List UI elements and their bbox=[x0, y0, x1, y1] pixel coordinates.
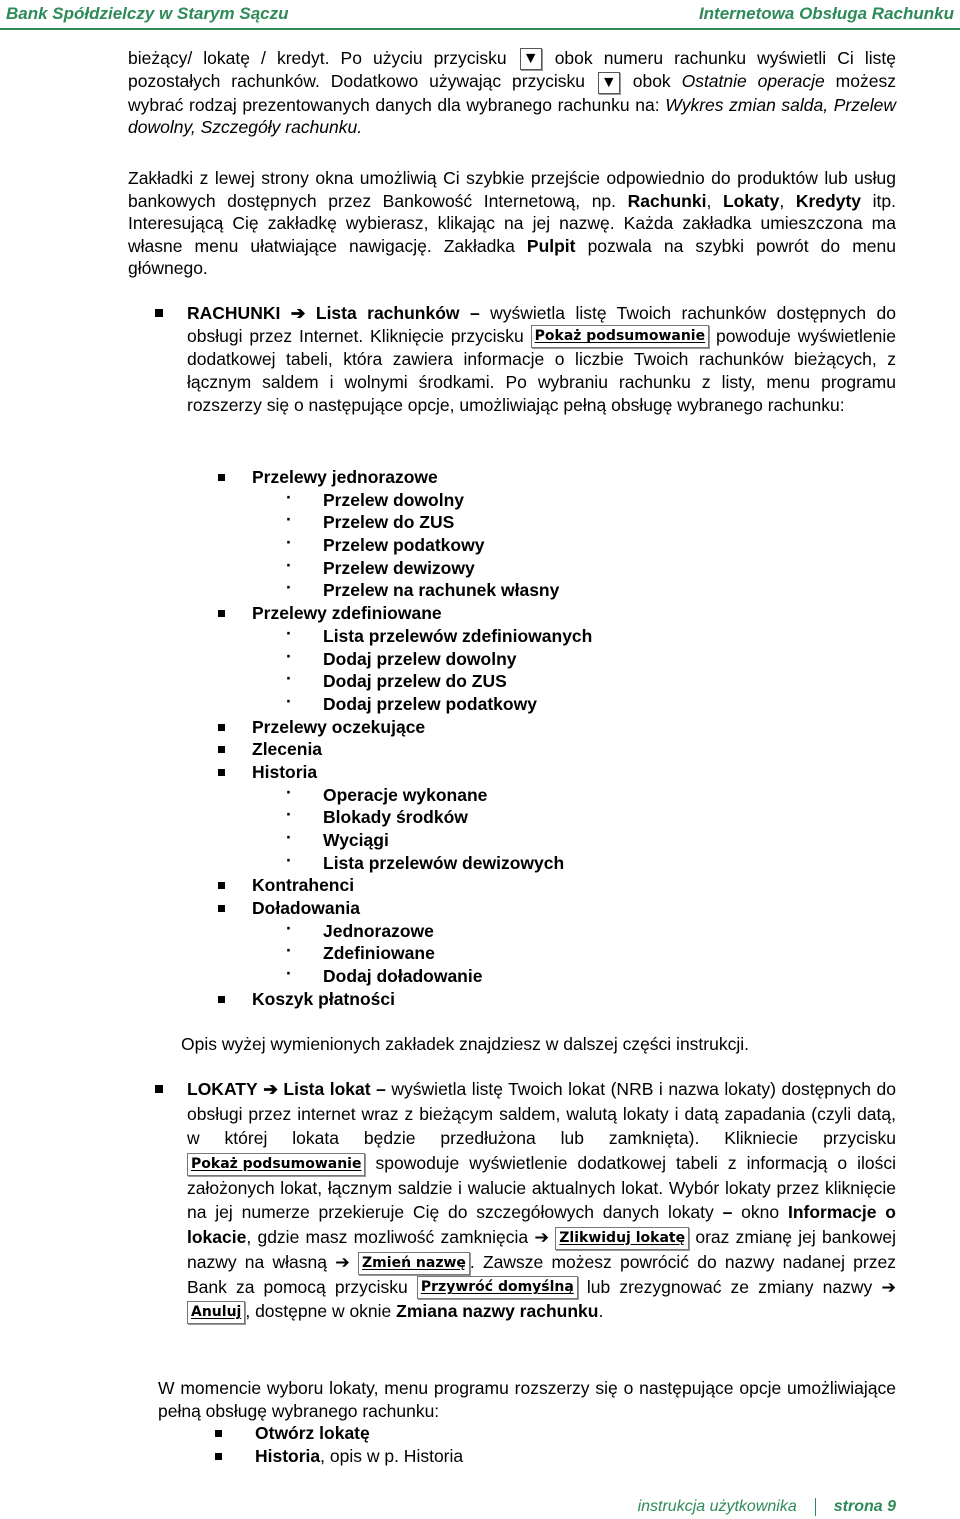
arrow-right-icon: ➔ bbox=[335, 1251, 350, 1272]
list-item: · Dodaj przelew podatkowy bbox=[212, 693, 592, 716]
paragraph-moment: W momencie wyboru lokaty, menu programu rozszerzy się o następujące opcje umożliwiające pełną obsługę wybranego rachunku: bbox=[158, 1378, 896, 1421]
list-item: Koszyk płatności bbox=[212, 988, 592, 1011]
list-item: · Jednorazowe bbox=[212, 920, 592, 943]
lokaty-text-f: . Zawsze możesz powrócić do nazwy nadanej przez Bank za pomocą przycisku bbox=[187, 1251, 896, 1297]
list-item: Przelewy zdefiniowane bbox=[212, 602, 592, 625]
p2-bold-kredyty: Kredyty bbox=[795, 190, 862, 211]
lokaty-subtitle: Lista lokat bbox=[283, 1079, 371, 1099]
p2-sep: , bbox=[706, 190, 712, 211]
cancel-button: Anuluj bbox=[187, 1301, 245, 1324]
rachunki-dash: – bbox=[469, 303, 480, 323]
arrow-right-icon: ➔ bbox=[263, 1079, 278, 1099]
arrow-right-icon: ➔ bbox=[881, 1276, 896, 1297]
show-summary-button: Pokaż podsumowanie bbox=[531, 325, 709, 348]
p1-text-c: obok bbox=[632, 71, 671, 92]
lokaty-text-end: . bbox=[598, 1301, 604, 1322]
lokaty-dash2: – bbox=[722, 1202, 733, 1223]
arrow-right-icon: ➔ bbox=[534, 1226, 550, 1247]
show-summary-button: Pokaż podsumowanie bbox=[187, 1153, 365, 1176]
list-item: · Przelew podatkowy bbox=[212, 534, 592, 557]
list-item: Historia bbox=[212, 761, 592, 784]
section-lokaty bbox=[187, 1077, 896, 1324]
bullet-square-icon bbox=[155, 1085, 163, 1093]
list-item: · Wyciągi bbox=[212, 829, 592, 852]
page-header bbox=[0, 4, 960, 26]
lokaty-text-a: wyświetla listę Twoich lokat (NRB i nazwa lokaty) dostępnych do obsługi przez internet wraz z bieżącym saldem, walutą lokaty i datą zapadania (czyli datą, w której lokata będzie przedłużona lub zamknięta). Klikniecie przycisku bbox=[187, 1079, 896, 1149]
p1-em-options: Wykres zmian salda, Przelew dowolny, Szczegóły rachunku. bbox=[128, 94, 896, 138]
dropdown-arrow-icon: ▼ bbox=[598, 72, 620, 94]
list-item: Kontrahenci bbox=[212, 874, 592, 897]
arrow-right-icon: ➔ bbox=[290, 303, 306, 323]
rachunki-subtitle: Lista rachunków bbox=[315, 303, 460, 323]
paragraph-opis: Opis wyżej wymienionych zakładek znajdziesz w dalszej części instrukcji. bbox=[181, 1034, 749, 1054]
list-item: · Dodaj przelew do ZUS bbox=[212, 670, 592, 693]
section-rachunki bbox=[187, 302, 896, 416]
sub-item-rest: , opis w p. Historia bbox=[320, 1445, 464, 1466]
lokaty-text-g: lub zrezygnować ze zmiany nazwy bbox=[586, 1276, 873, 1297]
list-item bbox=[212, 1445, 463, 1468]
p2-text-a: Zakładki z lewej strony okna umożliwią Ci szybkie przejście odpowiednio do produktów lub usług bankowych dostępnych przez Bankowość Internetową, np. bbox=[128, 168, 896, 211]
p1-em-ostatnie: Ostatnie operacje bbox=[681, 71, 825, 92]
sub-item-label: Historia bbox=[255, 1445, 321, 1466]
rename-button: Zmień nazwę bbox=[358, 1252, 470, 1275]
list-item: Doładowania bbox=[212, 897, 592, 920]
lokaty-dash: – bbox=[376, 1079, 386, 1099]
list-item: · Blokady środków bbox=[212, 806, 592, 829]
list-item: · Lista przelewów dewizowych bbox=[212, 852, 592, 875]
list-item: Zlecenia bbox=[212, 738, 592, 761]
p2-bold-rachunki: Rachunki bbox=[627, 190, 707, 211]
lokaty-text-d: , gdzie masz mozliwość zamknięcia bbox=[246, 1226, 529, 1247]
list-item: · Dodaj doładowanie bbox=[212, 965, 592, 988]
rachunki-title: RACHUNKI bbox=[187, 303, 281, 323]
lokaty-text-c: okno bbox=[741, 1202, 780, 1223]
p1-text-b: obok numeru rachunku wyświetli Ci listę pozostałych rachunków. Dodatkowo używając przycisku bbox=[128, 48, 896, 92]
header-bank-name: Bank Spółdzielczy w Starym Sączu bbox=[6, 4, 289, 23]
p2-text-d: pozwala na szybki powrót do menu głównego. bbox=[128, 235, 896, 279]
paragraph-tabs bbox=[128, 167, 896, 280]
list-item: · Zdefiniowane bbox=[212, 942, 592, 965]
p1-text-d: możesz wybrać rodzaj prezentowanych danych dla wybranego rachunku na: bbox=[128, 71, 896, 115]
list-item: · Przelew do ZUS bbox=[212, 511, 592, 534]
list-item: · Przelew na rachunek własny bbox=[212, 579, 592, 602]
p2-bold-pulpit: Pulpit bbox=[526, 235, 576, 256]
list-item: · Lista przelewów zdefiniowanych bbox=[212, 625, 592, 648]
header-rule bbox=[0, 28, 960, 30]
p1-text-a: bieżący/ lokatę / kredyt. Po użyciu przycisku bbox=[128, 48, 507, 68]
list-item bbox=[212, 1422, 463, 1445]
list-item: · Dodaj przelew dowolny bbox=[212, 648, 592, 671]
p2-bold-lokaty: Lokaty bbox=[722, 190, 780, 211]
paragraph-intro bbox=[128, 47, 896, 139]
sub-item-label: Otwórz lokatę bbox=[255, 1423, 370, 1443]
p2-text-c: itp. Interesującą Cię zakładkę wybierasz, klikając na jej nazwę. Każda zakładka umieszczona ma własne menu ułatwiające nawigację. Zakładka bbox=[128, 190, 897, 256]
lokaty-text-b: spowoduje wyświetlenie dodatkowej tabeli z informacją o ilości założonych lokat, łącznym saldzie i walucie aktualnych lokat. Wybór lokaty przez kliknięcie na jej numerze przekieruje Cię do szczegółowych danych lokaty bbox=[187, 1152, 896, 1223]
restore-default-button: Przywróć domyślną bbox=[417, 1276, 578, 1299]
lokaty-title: LOKATY bbox=[187, 1079, 258, 1099]
footer-doc-title: instrukcja użytkownika bbox=[637, 1498, 797, 1516]
footer-separator bbox=[815, 1498, 816, 1516]
header-app-name: Internetowa Obsługa Rachunku bbox=[698, 4, 954, 23]
p2-sep2: , bbox=[779, 190, 785, 211]
bullet-square-icon bbox=[155, 309, 163, 317]
list-item: · Przelew dewizowy bbox=[212, 557, 592, 580]
list-item: · Przelew dowolny bbox=[212, 489, 592, 512]
lokaty-bold-info: Informacje o lokacie bbox=[187, 1202, 896, 1247]
dropdown-arrow-icon: ▼ bbox=[520, 48, 542, 70]
page-footer bbox=[638, 1498, 896, 1516]
lokaty-bold-rename-window: Zmiana nazwy rachunku bbox=[396, 1301, 599, 1322]
close-deposit-button: Zlikwiduj lokatę bbox=[555, 1227, 689, 1250]
lokaty-text-e: oraz zmianę jej bankowej nazwy na własną bbox=[187, 1226, 896, 1272]
lokaty-text-h: , dostępne w oknie bbox=[245, 1301, 392, 1322]
rachunki-text-a: wyświetla listę Twoich rachunków dostępnych do obsługi przez Internet. Kliknięcie przycisku bbox=[187, 303, 897, 346]
list-item: Przelewy oczekujące bbox=[212, 716, 592, 739]
footer-page-label: strona bbox=[833, 1498, 883, 1516]
list-item: Przelewy jednorazowe bbox=[212, 466, 592, 489]
deposit-menu-list bbox=[212, 1422, 463, 1467]
footer-page-number: 9 bbox=[887, 1498, 896, 1516]
account-menu-list bbox=[212, 466, 592, 1011]
list-item: · Operacje wykonane bbox=[212, 784, 592, 807]
rachunki-text-b: powoduje wyświetlenie dodatkowej tabeli, która zawiera informacje o liczbie Twoich rachunków bieżących, z łącznym saldem i wolnymi środkami. Po wybraniu rachunku z listy, menu programu rozszerzy się o następujące opcje, umożliwiając pełną obsługę wybranego rachunku: bbox=[187, 325, 896, 415]
